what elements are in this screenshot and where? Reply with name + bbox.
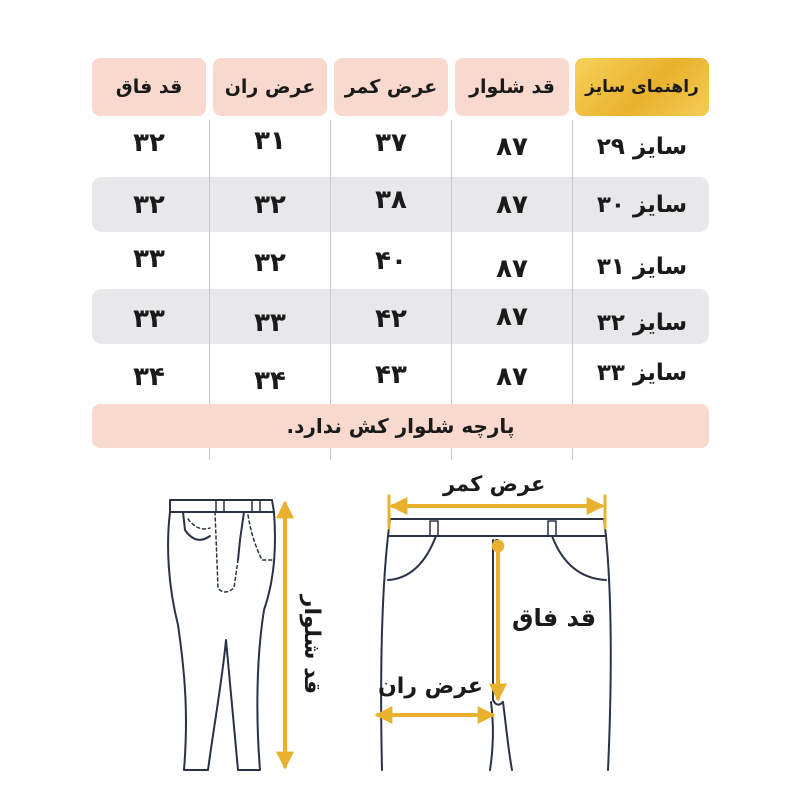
header-pants-length: قد شلوار: [455, 58, 569, 116]
pants-front-view: [381, 519, 611, 770]
table-cell-rise: ۳۲: [133, 190, 165, 220]
table-cell-waist: ۳۷: [375, 128, 407, 158]
header-thigh-width: عرض ران: [213, 58, 327, 116]
rise-label: قد فاق: [512, 604, 597, 632]
table-cell-thigh: ۳۳: [254, 308, 286, 338]
table-cell-length: ۸۷: [496, 362, 528, 392]
table-cell-size: سایز ۲۹: [596, 134, 688, 160]
table-cell-waist: ۴۲: [375, 304, 407, 334]
table-cell-size: سایز ۳۲: [596, 310, 688, 336]
table-cell-length: ۸۷: [496, 254, 528, 284]
table-cell-waist: ۴۳: [375, 360, 407, 390]
header-waist-width: عرض کمر: [334, 58, 448, 116]
table-cell-thigh: ۳۴: [254, 366, 286, 396]
table-cell-rise: ۳۴: [133, 362, 165, 392]
waist-label: عرض کمر: [443, 472, 546, 496]
table-cell-waist: ۴۰: [375, 246, 407, 276]
thigh-label: عرض ران: [378, 674, 483, 699]
table-cell-size: سایز ۳۰: [596, 192, 688, 218]
table-cell-rise: ۳۳: [133, 244, 165, 274]
header-size-guide: راهنمای سایز: [575, 58, 709, 116]
table-cell-thigh: ۳۱: [254, 126, 286, 156]
table-cell-length: ۸۷: [496, 132, 528, 162]
waist-arrow-caps: [389, 496, 605, 528]
table-cell-size: سایز ۳۱: [596, 254, 688, 280]
table-cell-thigh: ۳۲: [254, 190, 286, 220]
table-cell-size: سایز ۳۳: [596, 360, 688, 386]
table-cell-rise: ۳۲: [133, 128, 165, 158]
measurement-arrows: [285, 504, 601, 766]
table-cell-length: ۸۷: [496, 302, 528, 332]
table-cell-rise: ۳۳: [133, 304, 165, 334]
header-rise-length: قد فاق: [92, 58, 206, 116]
table-cell-waist: ۳۸: [375, 185, 407, 215]
table-cell-length: ۸۷: [496, 190, 528, 220]
pants-side-view: [168, 500, 275, 770]
length-label: قد شلوار: [299, 594, 325, 695]
fabric-note: پارچه شلوار کش ندارد.: [92, 404, 709, 448]
table-cell-thigh: ۳۲: [254, 248, 286, 278]
